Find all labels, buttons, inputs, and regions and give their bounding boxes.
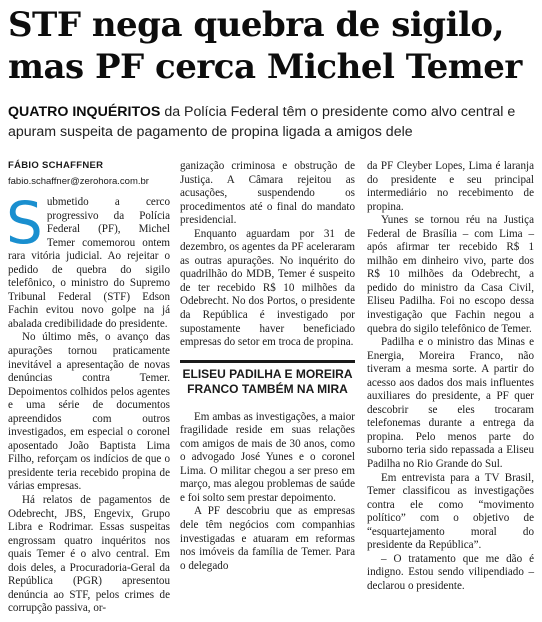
paragraph: Yunes se tornou réu na Justiça Federal de Brasília – com Lima – após afirmar ter recebido R$ 1 milhão em dinheiro vivo, parte dos R$ 10 milhões da Odebrecht, a pedido do ministro da Casa Civil, Eliseu Padilha. Foi no escopo dessa investigação que Fachin negou a quebra do sigilo telefônico de Temer.	[367, 214, 534, 335]
article-column-3	[367, 160, 534, 594]
headline-line-2: mas PF cerca Michel Temer	[8, 47, 522, 87]
byline-email[interactable]: fabio.schaffner@zerohora.com.br	[8, 176, 149, 187]
article-column-2	[180, 160, 355, 573]
paragraph: – O tratamento que me dão é indigno. Estou sendo vilipendiado – declarou o presidente.	[367, 552, 534, 592]
paragraph-text: ubmetido a cerco progressivo da Polícia Federal (PF), Michel Temer comemorou ontem rara vitória judicial. Ao rejeitar o pedido de quebra do sigilo telefônico, o ministro do Supremo Tribunal Federal (STF) Edson Fachin evitou novo golpe na já abalada credibilidade do presidente.	[8, 196, 170, 330]
article-column-1	[6, 189, 170, 616]
headline	[8, 4, 534, 88]
paragraph: ganização criminosa e obstrução de Justiça. A Câmara rejeitou as acusações, suspendendo os procedimentos até o final do mandato presidencial.	[180, 160, 355, 227]
paragraph: A PF descobriu que as empresas dele têm negócios com companhias investigadas e atuaram em reformas nos imóveis da família de Temer. Para o delegado	[180, 505, 355, 572]
paragraph: Enquanto aguardam por 31 de dezembro, os agentes da PF aceleraram as outras apurações. No inquérito do quadrilhão do MDB, Temer é suspeito de ter recebido R$ 10 milhões da Odebrecht. No dos Portos, o presidente da República é investigado por supostamente haver beneficiado empresas do setor em troca de propina.	[180, 227, 355, 349]
deck-lead: QUATRO INQUÉRITOS	[8, 104, 161, 120]
paragraph: No último mês, o avanço das apurações tornou praticamente inevitável a apresentação de novas denúncias contra Temer. Depoimentos colhidos pelos agentes e uma série de documentos apreendidos com outros investigados, em especial o coronel aposentado João Baptista Lima Filho, reforçam os indícios de que o presidente teria recebido propina de várias empresas.	[8, 331, 170, 493]
paragraph: Há relatos de pagamentos de Odebrecht, JBS, Engevix, Grupo Libra e Rodrimar. Essas suspeitas engrossam quatro inquéritos nos quais Temer é o alvo central. Em dois deles, a Procuradoria-Geral da República (PGR) apresentou denúncia ao STF, pelos crimes de corrupção passiva, or-	[8, 494, 170, 615]
drop-cap: S	[6, 189, 43, 257]
deck	[8, 102, 534, 142]
headline-line-1: STF nega quebra de sigilo,	[8, 5, 504, 45]
paragraph	[6, 189, 170, 331]
deck-text: da Polícia Federal têm o presidente como alvo central e apuram suspeita de pagamento de propina ligada a amigos dele	[8, 104, 516, 140]
section-subhead: ELISEU PADILHA E MOREIRA FRANCO TAMBÉM NA MIRA	[180, 360, 355, 397]
paragraph: Em ambas as investigações, a maior fragilidade reside em suas relações com amigos de mais de 30 anos, como o advogado José Yunes e o coronel Lima. O militar chegou a ser preso em março, mas alegou problemas de saúde e foi solto sem prestar depoimento.	[180, 410, 355, 504]
byline-author: FÁBIO SCHAFFNER	[8, 160, 104, 171]
paragraph: da PF Cleyber Lopes, Lima é laranja do presidente e seu principal intermediário no recebimento de propina.	[367, 160, 534, 213]
paragraph: Padilha e o ministro das Minas e Energia, Moreira Franco, não tiveram a mesma sorte. A partir do acesso aos dados dos mais influentes auxiliares do presidente, a PF quer descobrir se eles trocaram telefonemas durante a entrega da propina. Pelo menos parte do suborno teria sido repassada a Eliseu Padilha no Rio Grande do Sul.	[367, 336, 534, 471]
paragraph: Em entrevista para a TV Brasil, Temer classificou as investigações contra ele como “movimento político” com o objetivo de “esquartejamento moral do presidente da República”.	[367, 471, 534, 552]
